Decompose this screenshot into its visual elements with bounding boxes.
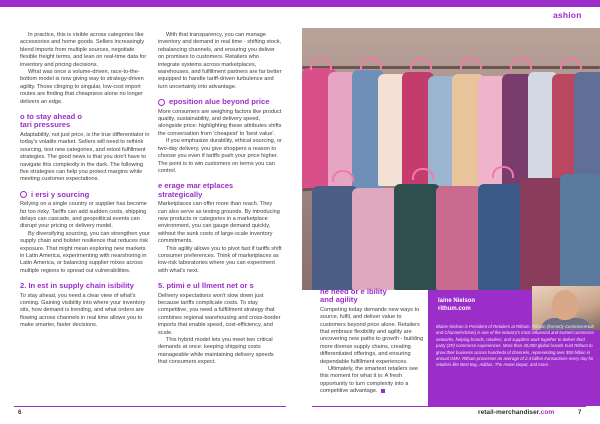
garment <box>478 184 524 290</box>
left-column <box>20 32 150 330</box>
paragraph: By diversifying sourcing, you can strengthen your supply chain and bolster resilience that reduces risk exposure. That might mean exploring new markets in Latin America, experimenting with nearshoring in Latin America, or balancing supplier mixes across multiple regions to spread out vulnerabilities. <box>20 230 150 274</box>
garment <box>394 184 440 290</box>
author-bio-text: Blaine Nielson is President of Retailers at Rithum. Rithum (formerly CommerceHub and ChannelAdvisor) is one of the industry's most influential and trusted commerce networks, helping brands, retailers, and suppliers work together to deliver third party (3P) commerce experiences. More than 40,000 global brands trust Rithum to grow their business across hundreds of channels, representing over $50 billion in annual GMV. Rithum processes an average of 2.4 billion transactions every day for retailers like Best Buy, Adidas, The Home Depot, and more. <box>436 324 594 368</box>
bullet-icon <box>158 99 165 106</box>
hanger <box>492 166 514 178</box>
site-url-main: retail-merchandiser <box>478 409 539 416</box>
paragraph: Relying on a single country or supplier has become far too risky. Tariffs can add sudden costs, shipping delays can cascade, and geopolitical events can disrupt your pricing or delivery model. <box>20 201 147 230</box>
hanger <box>460 58 482 70</box>
heading-text: i ersi y sourcing <box>31 189 90 199</box>
paragraph: With that transparency, you can manage inventory and demand in real time - shifting stock, rebalancing channels, and ensuring you deliver on promises to customers. Retailers who integrate systems across marketplaces, warehouses, and fulfillment partners are far better equipped to handle tariff-driven turbulence and turn uncertainty into advantage. <box>158 32 282 90</box>
garment <box>560 174 600 290</box>
section-tag: ashion <box>553 10 582 20</box>
hanger <box>332 170 354 182</box>
paragraph: In practice, this is visible across categories like accessories and home goods. Sellers increasingly blend imports from multiple sources, negotiate flexible freight terms, and lean on real-time data for inventory and pricing decisions. <box>20 32 147 68</box>
top-accent-bar <box>0 0 600 7</box>
garment <box>352 188 398 290</box>
hanger <box>510 58 532 70</box>
site-url <box>478 409 554 416</box>
heading-text: eposition alue beyond price <box>169 97 270 107</box>
heading <box>158 98 282 106</box>
hanger <box>410 58 432 70</box>
paragraph: Marketplaces can offer more than reach. They can also serve as testing grounds. By introducing new products or categories in a marketplace environment, you can gauge demand quickly, without the sunk costs of large-scale inventory commitments. <box>158 201 280 245</box>
site-url-tld: .com <box>538 409 555 416</box>
heading <box>320 288 424 305</box>
paragraph: Delivery expectations won't slow down just because tariffs complicate costs. To stay competitive, you need a fulfillment strategy that combines regional warehousing and cross-border imports that enable speed, cost-efficiency, and scale. <box>158 292 281 336</box>
footer-rule-right <box>312 406 586 407</box>
paragraph: This hybrid model lets you meet two critical demands at once: keeping shipping costs manageable while maintaining delivery speeds that consumers expect. <box>158 337 274 366</box>
page-number-right: 7 <box>578 410 582 416</box>
bullet-icon <box>20 191 27 198</box>
heading <box>20 191 150 199</box>
paragraph: What was once a volume-driven, race-to-the-bottom model is now giving way to strategy-driven agility. Those clinging to singular, low-cost import routes are finding that cheapness alone no longer delivers an edge. <box>20 69 144 105</box>
garment <box>574 72 600 188</box>
heading-line: tari pressures <box>20 120 71 130</box>
heading <box>20 113 150 130</box>
paragraph: To stay ahead, you need a clear view of what's coming. Gaining visibility into where your inventory sits, how demand is trending, and what orders are flowing across channels in real time allows you to make smarter, faster decisions. <box>20 292 146 329</box>
right-column <box>320 288 424 396</box>
heading: 5. ptimi e ul llment net or s <box>158 281 254 291</box>
paragraph-text: Ultimately, the smartest retailers see this moment for what it is: A fresh opportunity to turn complexity into a competitive advantage. <box>320 366 419 395</box>
heading-line: and agility <box>320 295 358 305</box>
heading <box>158 182 282 199</box>
end-mark-icon <box>381 389 385 393</box>
hanger <box>412 168 434 180</box>
heading: 2. In est in supply chain isibility <box>20 281 134 291</box>
heading-line: e erage mar etplaces <box>158 181 234 191</box>
author-name: laine Nielson <box>438 298 476 304</box>
author-company: rithum.com <box>438 305 471 312</box>
paragraph: Adaptability, not just price, is the true differentiator in today's volatile market. Sellers will need to rethink sourcing, test new categories, and retool fulfillment strategies. The good news is that you don't have to navigate this complexity in the dark. The following five strategies can help you protect margins while meeting customer expectations. <box>20 131 150 183</box>
hanger <box>310 58 332 70</box>
head <box>552 290 578 320</box>
hanger <box>360 58 382 70</box>
footer-rule-left <box>14 406 286 407</box>
garment <box>436 186 482 290</box>
heading-line: he need or e ibility <box>320 287 387 296</box>
paragraph: More consumers are weighing factors like product quality, sustainability, and delivery speed, alongside price: highlighting these attributes shifts the conversation from 'cheapest' to 'best value'. <box>158 108 282 137</box>
author-name-block <box>438 298 475 313</box>
heading-line: strategically <box>158 189 203 199</box>
heading-line: o to stay ahead o <box>20 112 83 122</box>
page-number-left: 6 <box>18 410 22 416</box>
paragraph <box>320 366 424 396</box>
paragraph: If you emphasize durability, ethical sourcing, or two-day delivery, you give shoppers a reason to choose you even if tariffs push your price higher. The point is to win customers on terms you can control. <box>158 138 282 174</box>
middle-column <box>158 32 282 367</box>
paragraph: Competing today demands new ways to source, fulfil, and deliver value to customers beyond price alone. Retailers that embrace flexibility and agility are uncovering new paths to growth - building more diverse supply chains, creating differentiated offerings, and ensuring dependable fulfillment experiences. <box>320 306 424 365</box>
paragraph: This agility allows you to pivot fast if tariffs shift consumer preferences. Think of marketplaces as low-risk laboratories where you can experiment with what's next. <box>158 245 282 274</box>
rail <box>302 66 600 69</box>
clothing-rack-photo <box>302 28 600 290</box>
hanger <box>560 58 582 70</box>
